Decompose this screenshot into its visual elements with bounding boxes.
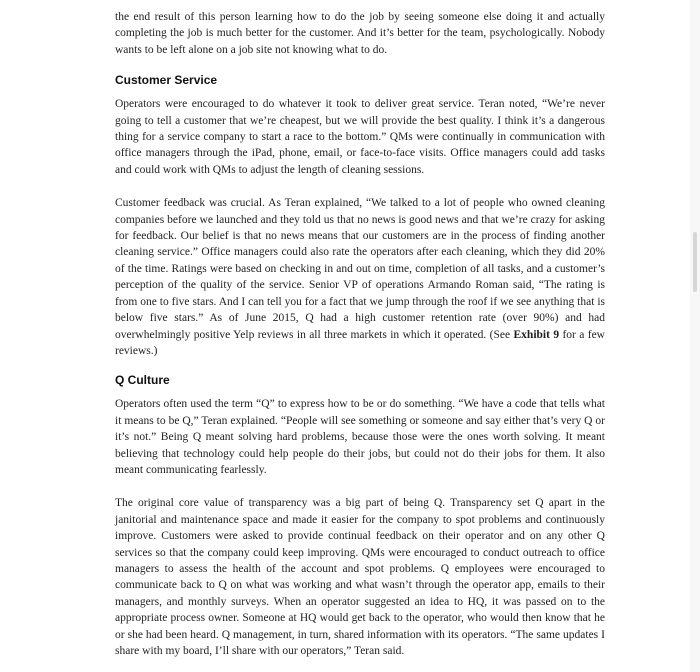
vertical-scrollbar[interactable] — [690, 0, 700, 672]
paragraph-customer-feedback — [115, 195, 605, 359]
paragraph-q-culture-1: Operators often used the term “Q” to express how to be or do something. “We have a code that tells what it means to be Q,” Teran explained. “People will see something or someone and say either that’s very Q or it’s not.” Being Q meant solving hard problems, because those were the ones worth solving. It meant believing that technology could help people do their jobs, but could not do their jobs for them. It also meant communicating fearlessly. — [115, 398, 605, 476]
paragraph-q-culture-transparency: The original core value of transparency was a big part of being Q. Transparency set Q apart in the janitorial and maintenance space and made it easier for the company to spot problems and continuously improve. Customers were asked to provide continual feedback on their operator and on any other Q services so that the company could keep improving. QMs were encouraged to conduct outreach to office managers to assess the health of the account and spot problems. Q employees were encouraged to communicate back to Q on what was working and what wasn’t through the operator app, emails to their managers, and monthly surveys. When an operator suggested an idea to HQ, it was passed on to the appropriate process owner. Someone at HQ would get back to the operator, who would then know that he or she had been heard. Q management, in turn, shared information with its operators. “The same updates I share with my board, I’ll share with our operators,” Teran said. — [115, 497, 605, 657]
exhibit-reference-tail: for a few reviews.) — [115, 328, 605, 357]
section-heading-customer-service: Customer Service — [115, 73, 218, 88]
continuation-paragraph: the end result of this person learning how to do the job by seeing someone else doing it and actually completing the job is much better for the customer. And it’s better for the team, psychologically. Nobody wants to be left alone on a job site not knowing what to do. — [115, 11, 605, 56]
document-body — [115, 9, 605, 659]
paragraph-customer-feedback-text: Customer feedback was crucial. As Teran explained, “We talked to a lot of people who owned cleaning companies before we launched and they told us that no news is good news and that we’re crazy for asking for feedback. Our belief is that no news means that our customers are in the process of finding another cleaning service.” Office managers could also rate the operators after each cleaning, which they did 20% of the time. Ratings were based on checking in and out on time, completion of all tasks, and a customer’s perception of the quality of the service. Senior VP of operations Armando Roman said, “The rating is from one to five stars. And I can tell you for a fact that we jump through the roof if we see anything that is below five stars.” As of June 2015, Q had a high customer retention rate (over 90%) and had overwhelmingly positive Yelp reviews in all three markets in which it operated. (See — [115, 197, 605, 341]
exhibit-reference: Exhibit 9 — [513, 328, 560, 341]
section-heading-q-culture: Q Culture — [115, 373, 170, 388]
paragraph-customer-service-1: Operators were encouraged to do whatever it took to deliver great service. Teran noted, “We’re never going to tell a customer that we’re cheapest, but we will provide the best quality. I think it’s a dangerous thing for a service company to start a race to the bottom.” QMs were continually in communication with office managers through the iPad, phone, email, or face-to-face visits. Office managers could add tasks and could work with QMs to adjust the length of cleaning sessions. — [115, 98, 605, 176]
scrollbar-thumb[interactable] — [693, 232, 697, 292]
